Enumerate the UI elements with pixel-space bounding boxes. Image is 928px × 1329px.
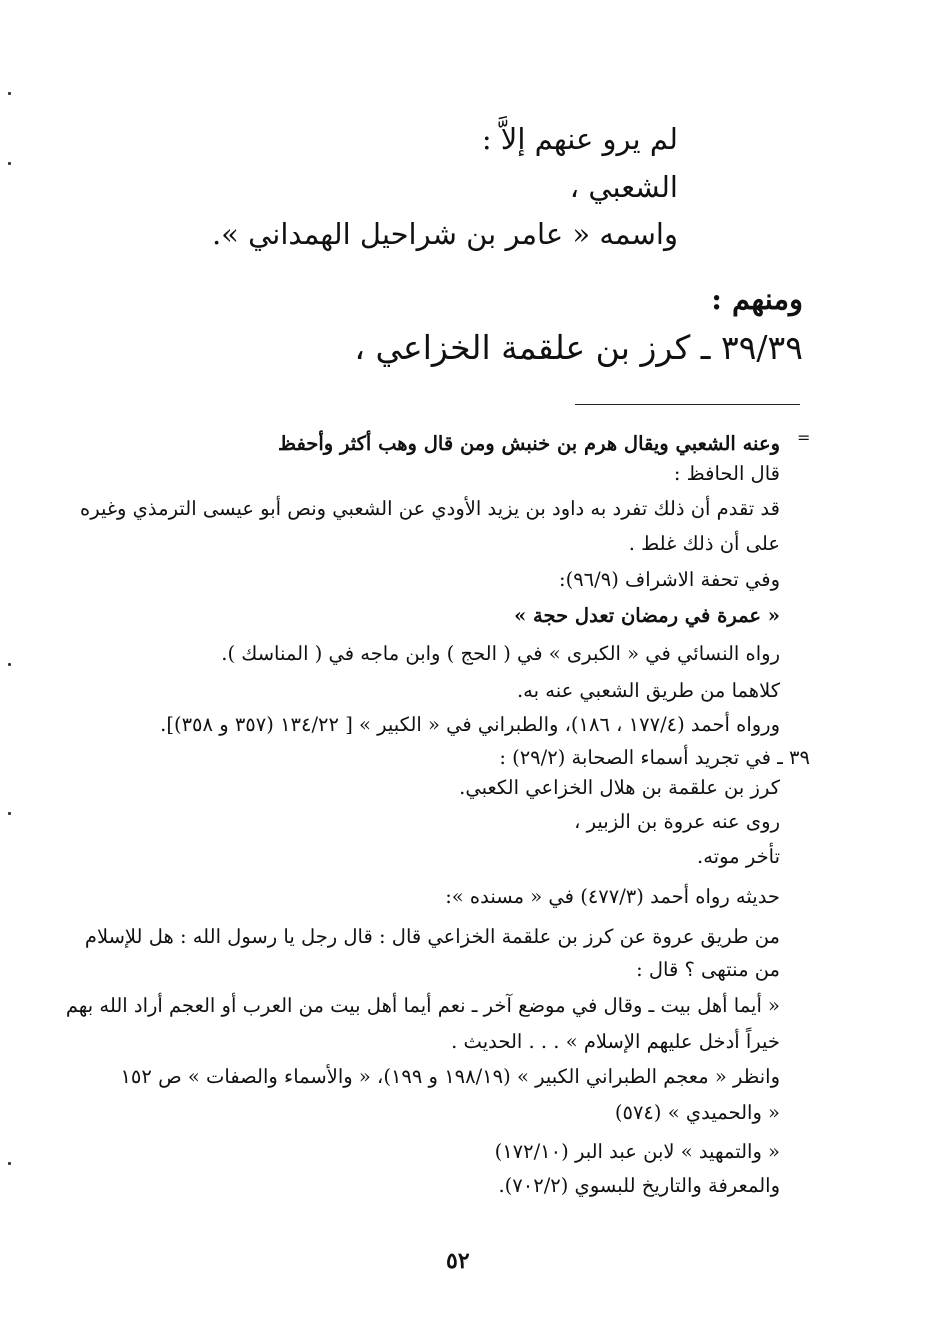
footnote-continuation-marker: =: [797, 428, 811, 447]
page-number: ٥٢: [446, 1248, 470, 1274]
section-heading: ومنهم :: [711, 282, 803, 316]
footnote-line: وفي تحفة الاشراف (٩٦/٩):: [559, 568, 780, 591]
main-line-2: الشعبي ،: [569, 170, 678, 204]
footnote-line: على أن ذلك غلط .: [628, 532, 780, 555]
footnote-line: ورواه أحمد (١٧٧/٤ ، ١٨٦)، والطبراني في « الكبير » [ ١٣٤/٢٢ (٣٥٧ و ٣٥٨)].: [160, 713, 780, 736]
main-line-1: لم يرو عنهم إلاَّ :: [481, 122, 678, 156]
footnote-line: وانظر « معجم الطبراني الكبير » (١٩٨/١٩ و ١٩٩)، « والأسماء والصفات » ص ١٥٢: [120, 1065, 780, 1088]
entry-heading: ٣٩/٣٩ ـ كرز بن علقمة الخزاعي ،: [354, 328, 803, 367]
footnote-line: كرز بن علقمة بن هلال الخزاعي الكعبي.: [459, 776, 780, 799]
footnote-line: قال الحافظ :: [673, 462, 780, 485]
footnote-line: ٣٩ ـ في تجريد أسماء الصحابة (٢٩/٢) :: [499, 746, 810, 769]
footnote-line: « عمرة في رمضان تعدل حجة »: [514, 604, 780, 627]
scan-speck: [8, 663, 11, 666]
footnote-line: وعنه الشعبي ويقال هرم بن خنبش ومن قال وهب أكثر وأحفظ: [277, 432, 780, 455]
scan-speck: [8, 92, 11, 95]
footnote-line: كلاهما من طريق الشعبي عنه به.: [516, 679, 780, 702]
footnote-line: تأخر موته.: [697, 845, 780, 868]
footnote-line: من طريق عروة عن كرز بن علقمة الخزاعي قال : قال رجل يا رسول الله : هل للإسلام: [84, 925, 780, 948]
footnote-line: روى عنه عروة بن الزبير ،: [574, 810, 780, 833]
scan-speck: [8, 812, 11, 815]
main-line-3: واسمه « عامر بن شراحيل الهمداني ».: [211, 217, 678, 251]
footnote-line: رواه النسائي في « الكبرى » في ( الحج ) وابن ماجه في ( المناسك ).: [221, 642, 780, 665]
footnote-line: قد تقدم أن ذلك تفرد به داود بن يزيد الأودي عن الشعبي ونص أبو عيسى الترمذي وغيره: [80, 497, 780, 520]
footnote-line: والمعرفة والتاريخ للبسوي (٧٠٢/٢).: [498, 1174, 780, 1197]
scan-speck: [8, 1162, 11, 1165]
footnote-line: من منتهى ؟ قال :: [636, 958, 780, 981]
footnote-line: « والحميدي » (٥٧٤): [614, 1101, 780, 1124]
scan-speck: [8, 162, 11, 165]
footnote-line: خيراً أدخل عليهم الإسلام » . . . الحديث .: [451, 1030, 780, 1053]
footnote-line: « أيما أهل بيت ـ وقال في موضع آخر ـ نعم أيما أهل بيت من العرب أو العجم أراد الله بهم: [65, 994, 780, 1017]
footnote-line: « والتمهيد » لابن عبد البر (١٧٢/١٠): [494, 1140, 780, 1163]
footnote-separator: [575, 404, 800, 405]
footnote-line: حديثه رواه أحمد (٤٧٧/٣) في « مسنده »:: [445, 885, 780, 908]
